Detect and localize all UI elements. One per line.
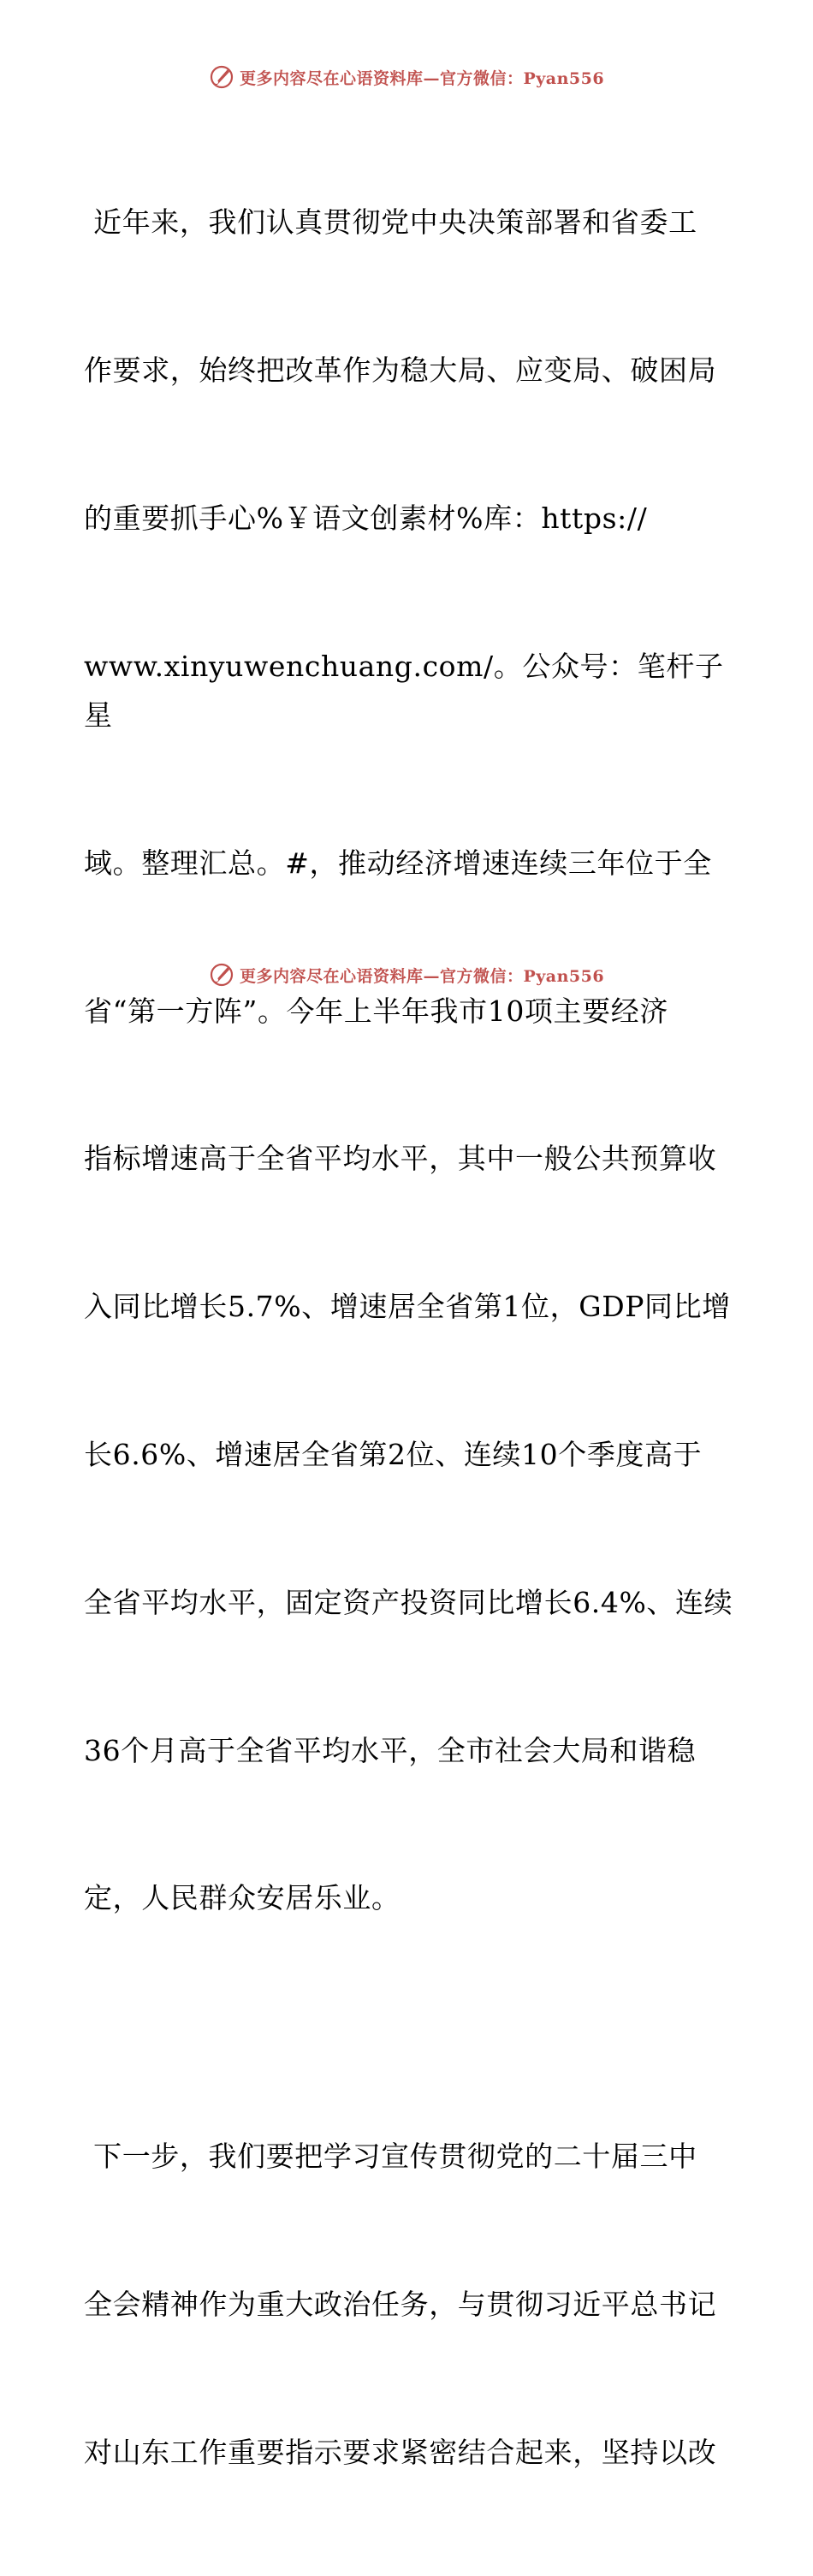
- banner-text: 更多内容尽在心语资料库—官方微信：Pyan556: [239, 966, 605, 986]
- paragraph-1: [84, 99, 734, 2021]
- text-line: www.xinyuwenchuang.com/。公众号：笔杆子星: [84, 649, 724, 733]
- text-line: 作要求，始终把改革作为稳大局、应变局、破困局: [84, 353, 717, 387]
- text-line: 长6.6%、增速居全省第2位、连续10个季度高于: [84, 1438, 703, 1472]
- text-line: 的重要抓手心%￥语文创素材%库：https://: [84, 501, 648, 535]
- quill-logo-icon: [209, 962, 234, 988]
- header-banner: [0, 60, 813, 94]
- footer-banner: [0, 958, 813, 992]
- banner-text: 更多内容尽在心语资料库—官方微信：Pyan556: [239, 68, 605, 88]
- text-line: 指标增速高于全省平均水平，其中一般公共预算收: [84, 1142, 717, 1176]
- document-body: [84, 99, 734, 2576]
- quill-logo-icon: [209, 64, 234, 90]
- text-line: 全会精神作为重大政治任务，与贯彻习近平总书记: [84, 2288, 717, 2322]
- text-line: 省“第一方阵”。今年上半年我市10项主要经济: [84, 994, 668, 1028]
- text-line: 全省平均水平，固定资产投资同比增长6.4%、连续: [84, 1585, 733, 1619]
- text-line: 36个月高于全省平均水平，全市社会大局和谐稳: [84, 1733, 697, 1767]
- text-line: 近年来，我们认真贯彻党中央决策部署和省委工: [84, 205, 697, 240]
- text-line: 定，人民群众安居乐业。: [84, 1881, 401, 1915]
- text-line: 域。整理汇总。#，推动经济增速连续三年位于全: [84, 846, 712, 880]
- text-line: 下一步，我们要把学习宣传贯彻党的二十届三中: [84, 2140, 697, 2174]
- paragraph-2: [84, 2033, 734, 2576]
- text-line: 对山东工作重要指示要求紧密结合起来，坚持以改: [84, 2435, 717, 2469]
- text-line: 入同比增长5.7%、增速居全省第1位，GDP同比增: [84, 1290, 731, 1324]
